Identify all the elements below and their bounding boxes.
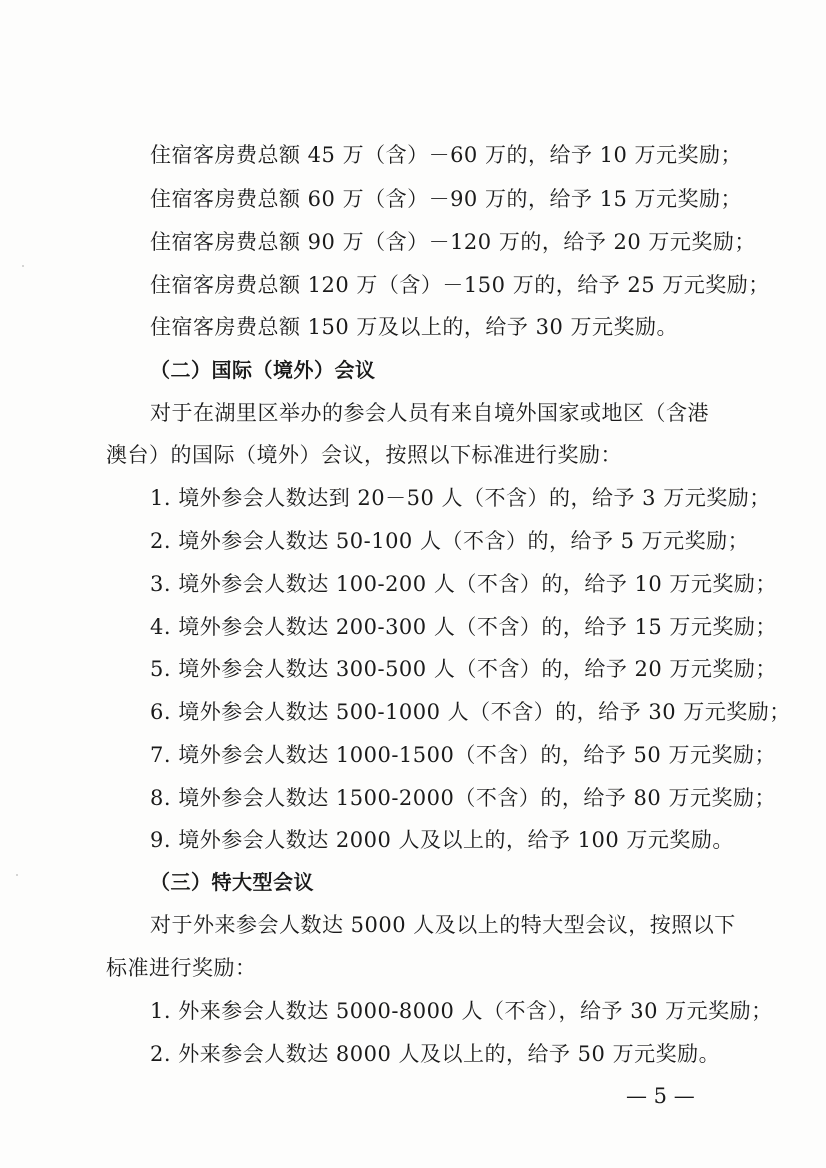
page-number: — 5 — [626, 1084, 695, 1108]
list-item: 8. 境外参会人数达 1500-2000（不含）的，给予 80 万元奖励； [150, 786, 776, 810]
section-heading-mega-conference: （三）特大型会议 [150, 870, 314, 894]
list-item: 2. 境外参会人数达 50-100 人（不含）的，给予 5 万元奖励； [150, 529, 750, 553]
section-heading-international: （二）国际（境外）会议 [150, 358, 376, 382]
list-item: 1. 境外参会人数达到 20－50 人（不含）的，给予 3 万元奖励； [150, 486, 771, 510]
lodging-tier-line: 住宿客房费总额 150 万及以上的，给予 30 万元奖励。 [150, 315, 679, 339]
list-item: 3. 境外参会人数达 100-200 人（不含）的，给予 10 万元奖励； [150, 572, 777, 596]
paragraph-line: 对于外来参会人数达 5000 人及以上的特大型会议，按照以下 [150, 913, 736, 937]
scan-speck [16, 874, 18, 876]
scan-speck [22, 265, 24, 267]
list-item: 9. 境外参会人数达 2000 人及以上的，给予 100 万元奖励。 [150, 828, 734, 852]
paragraph-line: 对于在湖里区举办的参会人员有来自境外国家或地区（含港 [150, 401, 709, 425]
paragraph-line: 澳台）的国际（境外）会议，按照以下标准进行奖励： [106, 443, 622, 467]
lodging-tier-line: 住宿客房费总额 120 万（含）－150 万的，给予 25 万元奖励； [150, 273, 770, 297]
list-item: 5. 境外参会人数达 300-500 人（不含）的，给予 20 万元奖励； [150, 657, 777, 681]
list-item: 1. 外来参会人数达 5000-8000 人（不含），给予 30 万元奖励； [150, 999, 773, 1023]
list-item: 4. 境外参会人数达 200-300 人（不含）的，给予 15 万元奖励； [150, 615, 777, 639]
list-item: 2. 外来参会人数达 8000 人及以上的，给予 50 万元奖励。 [150, 1042, 721, 1066]
paragraph-line: 标准进行奖励： [106, 956, 257, 980]
lodging-tier-line: 住宿客房费总额 45 万（含）－60 万的，给予 10 万元奖励； [150, 143, 743, 167]
lodging-tier-line: 住宿客房费总额 90 万（含）－120 万的，给予 20 万元奖励； [150, 230, 756, 254]
list-item: 6. 境外参会人数达 500-1000 人（不含）的，给予 30 万元奖励； [150, 700, 791, 724]
lodging-tier-line: 住宿客房费总额 60 万（含）－90 万的，给予 15 万元奖励； [150, 187, 743, 211]
list-item: 7. 境外参会人数达 1000-1500（不含）的，给予 50 万元奖励； [150, 743, 776, 767]
